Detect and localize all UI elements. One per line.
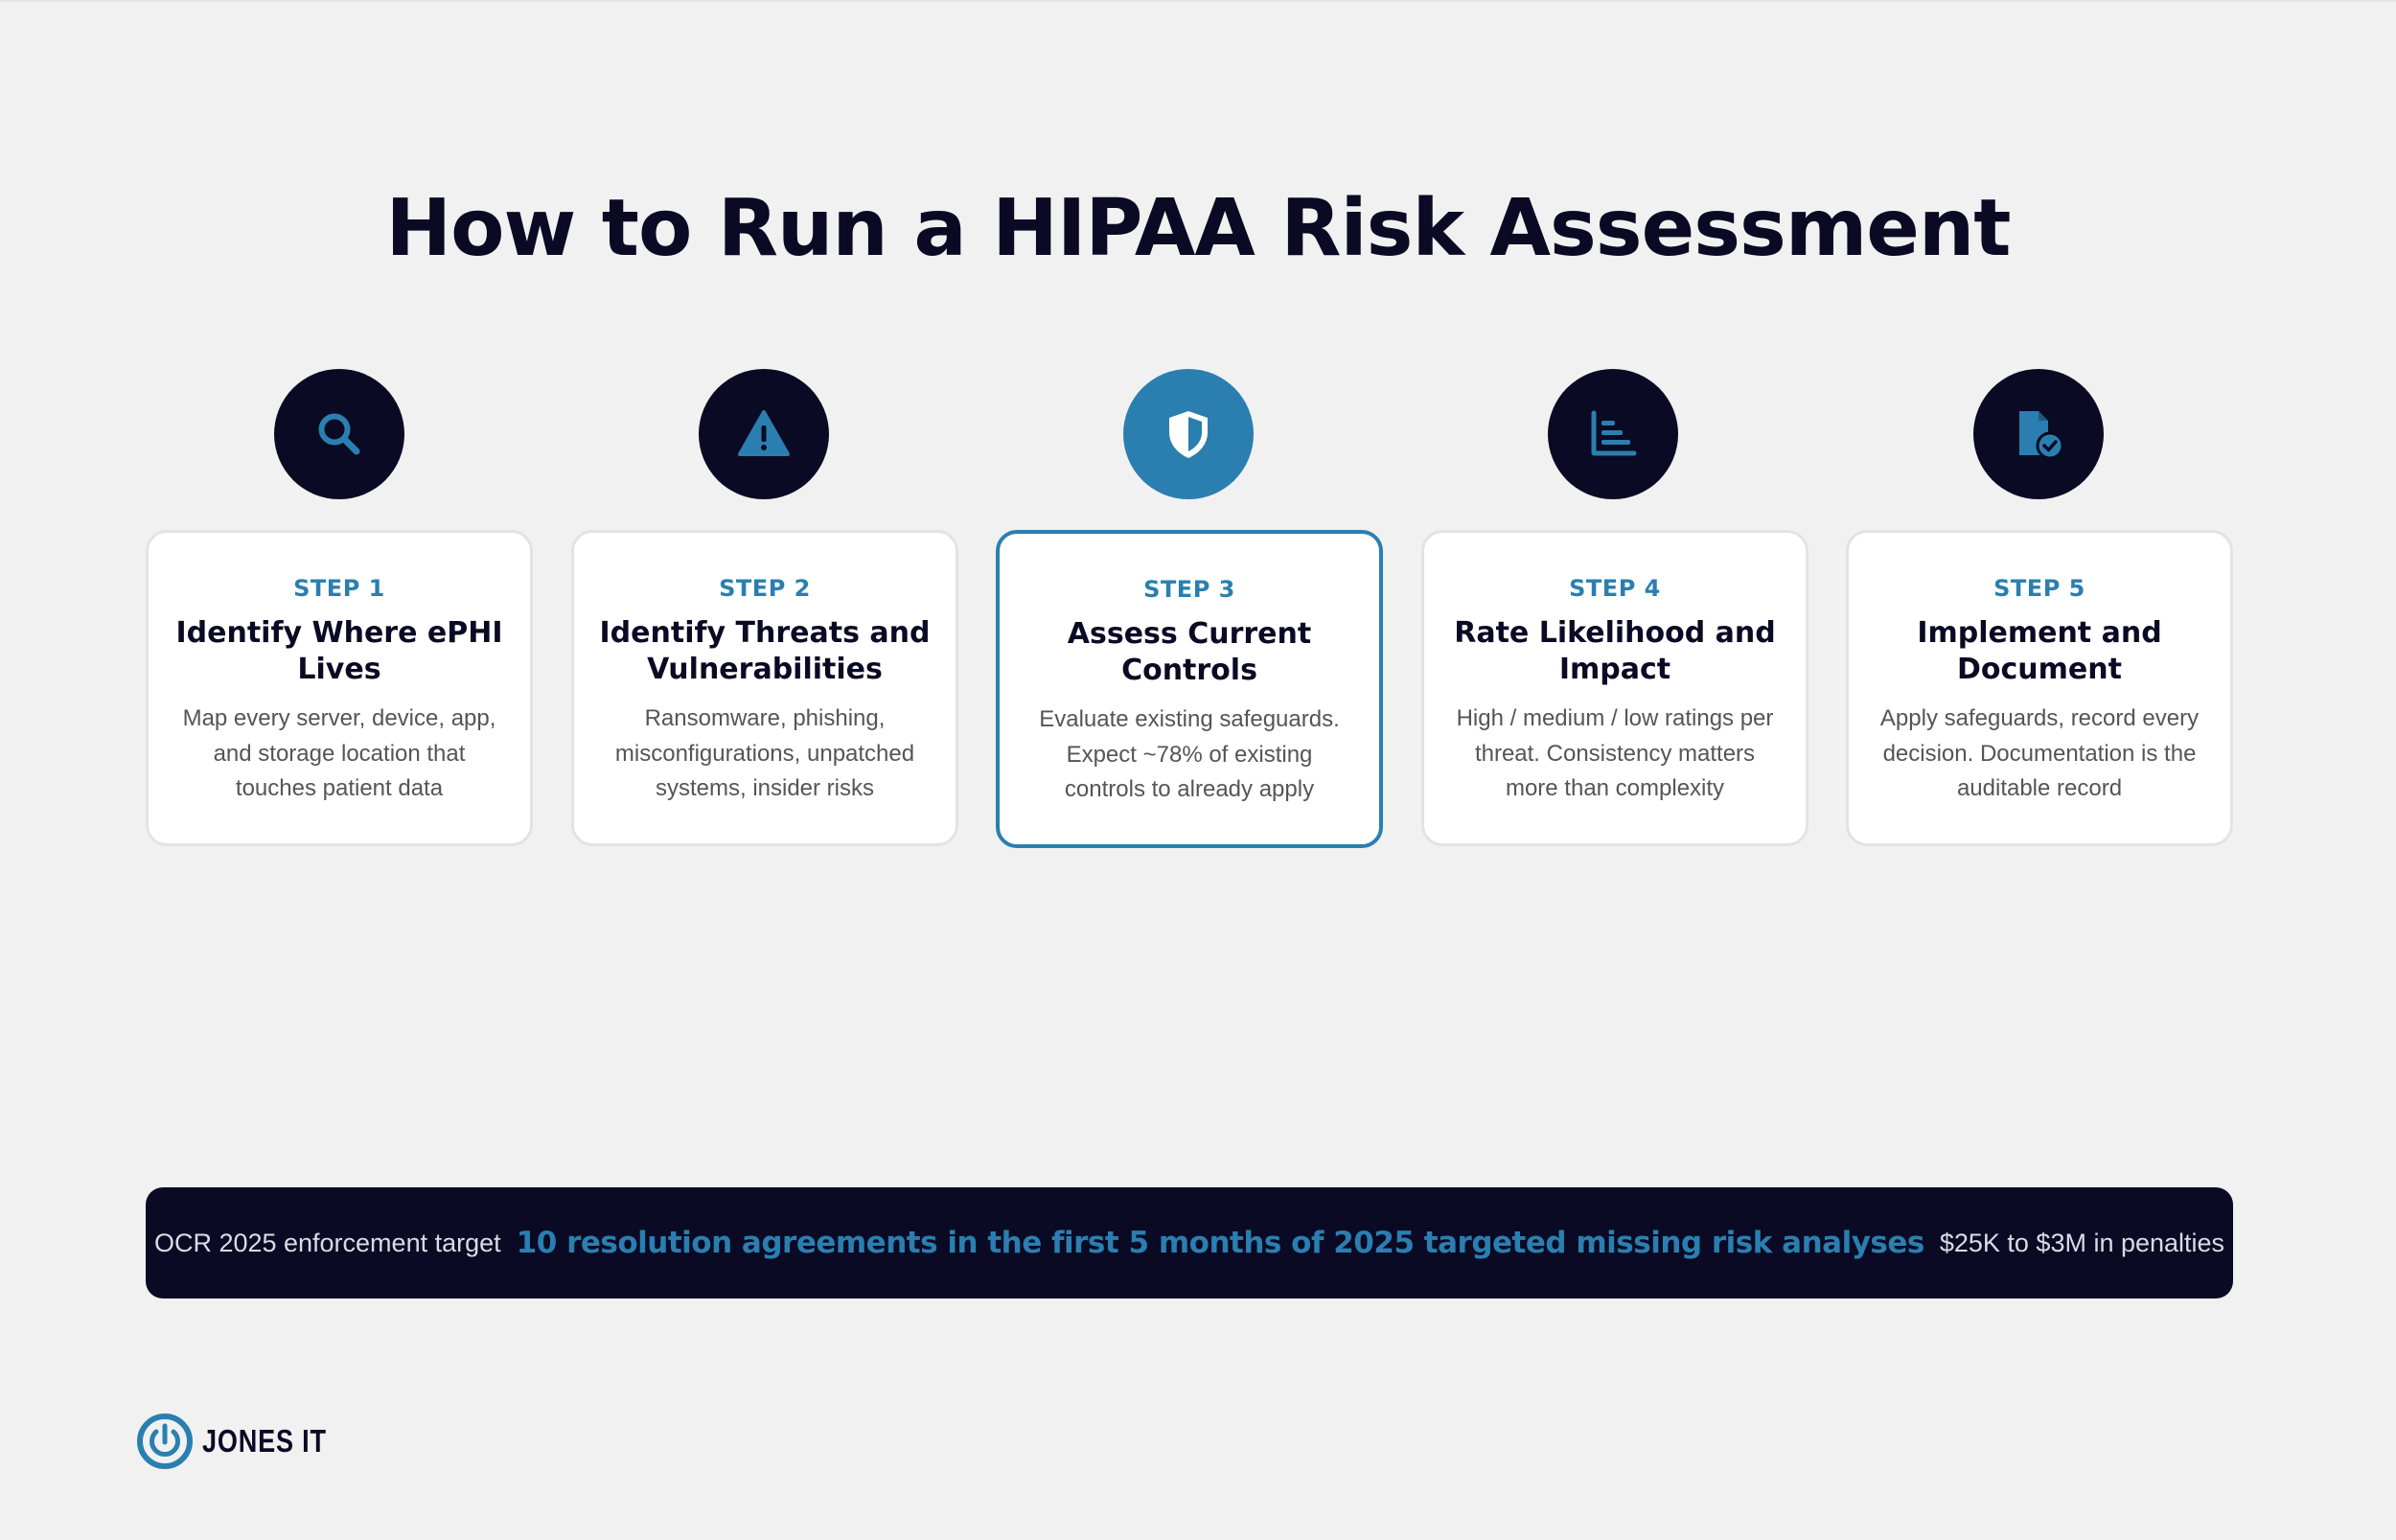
step-description: Ransomware, phishing, misconfigurations, unpatched systems, insider risks [614, 705, 915, 801]
step-label: STEP 2 [719, 575, 811, 602]
logo-text: JONES IT [202, 1423, 327, 1459]
step-description: Evaluate existing safeguards. Expect ~78% of existing controls to already apply [1039, 706, 1340, 802]
banner-highlight: 10 resolution agreements in the first 5 months of 2025 targeted missing risk analyses [516, 1226, 1924, 1260]
bar-chart-icon [1584, 405, 1642, 463]
power-icon [137, 1414, 193, 1469]
step-title: Assess Current Controls [1067, 617, 1312, 687]
page-title: How to Run a HIPAA Risk Assessment [385, 183, 2011, 274]
enforcement-banner [146, 1187, 2233, 1299]
step-description: Apply safeguards, record every decision. Documentation is the auditable record [1879, 705, 2200, 801]
step-5-icon-circle [1973, 369, 2104, 499]
step-1-icon-circle [274, 369, 404, 499]
banner-note: $25K to $3M in penalties [1939, 1228, 2225, 1257]
shield-icon [1160, 405, 1217, 463]
step-label: STEP 5 [1993, 575, 2085, 602]
company-logo [137, 1414, 354, 1469]
step-description: High / medium / low ratings per threat. Consistency matters more than complexity [1456, 705, 1774, 801]
step-card [1421, 530, 1809, 846]
step-description: Map every server, device, app, and storage location that touches patient data [182, 705, 496, 801]
step-card-highlighted [996, 530, 1383, 848]
step-label: STEP 1 [293, 575, 385, 602]
document-check-icon [2010, 405, 2067, 463]
step-title: Implement and Document [1917, 616, 2162, 686]
step-title: Identify Where ePHI Lives [175, 616, 503, 686]
banner-label: OCR 2025 enforcement target [153, 1228, 501, 1257]
step-card [1846, 530, 2233, 846]
step-label: STEP 3 [1143, 576, 1235, 603]
step-4-icon-circle [1548, 369, 1678, 499]
step-title: Identify Threats and Vulnerabilities [599, 616, 931, 686]
step-label: STEP 4 [1569, 575, 1661, 602]
warning-icon [735, 405, 793, 463]
step-card [146, 530, 533, 846]
step-2-icon-circle [699, 369, 829, 499]
step-title: Rate Likelihood and Impact [1454, 616, 1776, 686]
step-3-icon-circle [1123, 369, 1254, 499]
step-card [571, 530, 958, 846]
search-icon [311, 405, 368, 463]
